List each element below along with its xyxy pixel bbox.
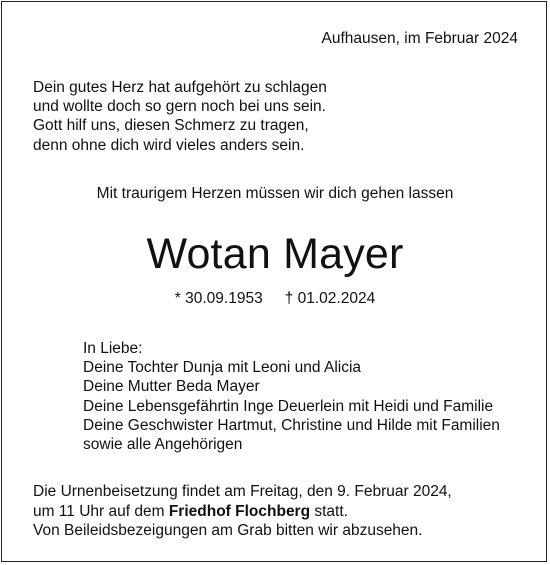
cemetery-name: Friedhof Flochberg <box>168 502 311 520</box>
mourner-line: sowie alle Angehörigen <box>83 436 243 454</box>
poem <box>33 78 327 155</box>
mourners-heading: In Liebe: <box>83 340 143 357</box>
poem-line: denn ohne dich wird vieles anders sein. <box>33 136 305 154</box>
mourner-line: Deine Geschwister Hartmut, Christine und Hilde mit Familien <box>83 416 500 434</box>
death-date: † 01.02.2024 <box>284 290 376 307</box>
mourner-line: Deine Mutter Beda Mayer <box>83 378 260 396</box>
deceased-name: Wotan Mayer <box>146 230 404 278</box>
notice-line <box>33 502 452 522</box>
notice-text: statt. <box>310 502 348 520</box>
birth-date: * 30.09.1953 <box>174 290 263 307</box>
mourners-list <box>83 339 500 454</box>
mourner-line: Deine Tochter Dunja mit Leoni und Alicia <box>83 359 362 377</box>
notice-line: Die Urnenbeisetzung findet am Freitag, den 9. Februar 2024, <box>33 483 452 500</box>
notice-line: Von Beileidsbezeigungen am Grab bitten wir abzusehen. <box>33 522 423 540</box>
intro-text: Mit traurigem Herzen müssen wir dich gehen lassen <box>96 185 454 202</box>
funeral-notice <box>33 482 452 541</box>
life-dates <box>0 290 550 308</box>
poem-line: Gott hilf uns, diesen Schmerz zu tragen, <box>33 117 309 135</box>
place-and-date: Aufhausen, im Februar 2024 <box>321 30 518 47</box>
poem-line: Dein gutes Herz hat aufgehört zu schlagen <box>33 79 327 96</box>
notice-text: um 11 Uhr auf dem <box>33 502 169 520</box>
mourner-line: Deine Lebensgefährtin Inge Deuerlein mit Heidi und Familie <box>83 397 494 415</box>
poem-line: und wollte doch so gern noch bei uns sein. <box>33 98 326 116</box>
